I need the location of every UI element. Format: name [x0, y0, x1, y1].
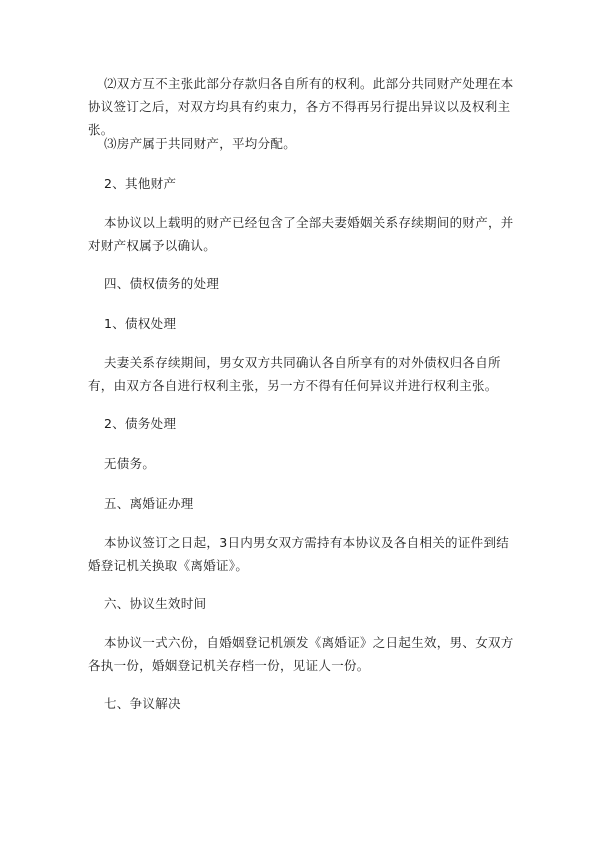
- paragraph-no-debt: 无债务。: [104, 456, 156, 471]
- heading-claims-handling: 1、债权处理: [104, 316, 177, 331]
- paragraph-house-property: ⑶房产属于共同财产，平均分配。: [104, 136, 297, 151]
- heading-effective-time: 六、协议生效时间: [104, 596, 207, 611]
- heading-debts-section: 四、债权债务的处理: [104, 276, 220, 291]
- heading-debt-handling: 2、债务处理: [104, 416, 177, 431]
- heading-other-property: 2、其他财产: [104, 176, 177, 191]
- heading-divorce-certificate: 五、离婚证办理: [104, 496, 194, 511]
- paragraph-deposit-claims: ⑵双方互不主张此部分存款归各自所有的权利。此部分共同财产处理在本协议签订之后，对双方均具有约束力，各方不得再另行提出异议以及权利主张。: [88, 76, 514, 137]
- paragraph-property-confirmation: 本协议以上载明的财产已经包含了全部夫妻婚姻关系存续期间的财产，并对财产权属予以确认。: [88, 215, 514, 253]
- paragraph-divorce-certificate: 本协议签订之日起，3日内男女双方需持有本协议及各自相关的证件到结婚登记机关换取《离婚证》。: [88, 535, 510, 573]
- paragraph-claims: 夫妻关系存续期间，男女双方共同确认各自所享有的对外债权归各自所有，由双方各自进行权利主张，另一方不得有任何异议并进行权利主张。: [88, 355, 501, 393]
- heading-dispute-resolution: 七、争议解决: [104, 696, 181, 711]
- paragraph-effective-time: 本协议一式六份，自婚姻登记机颁发《离婚证》之日起生效，男、女双方各执一份，婚姻登记机关存档一份，见证人一份。: [88, 635, 514, 673]
